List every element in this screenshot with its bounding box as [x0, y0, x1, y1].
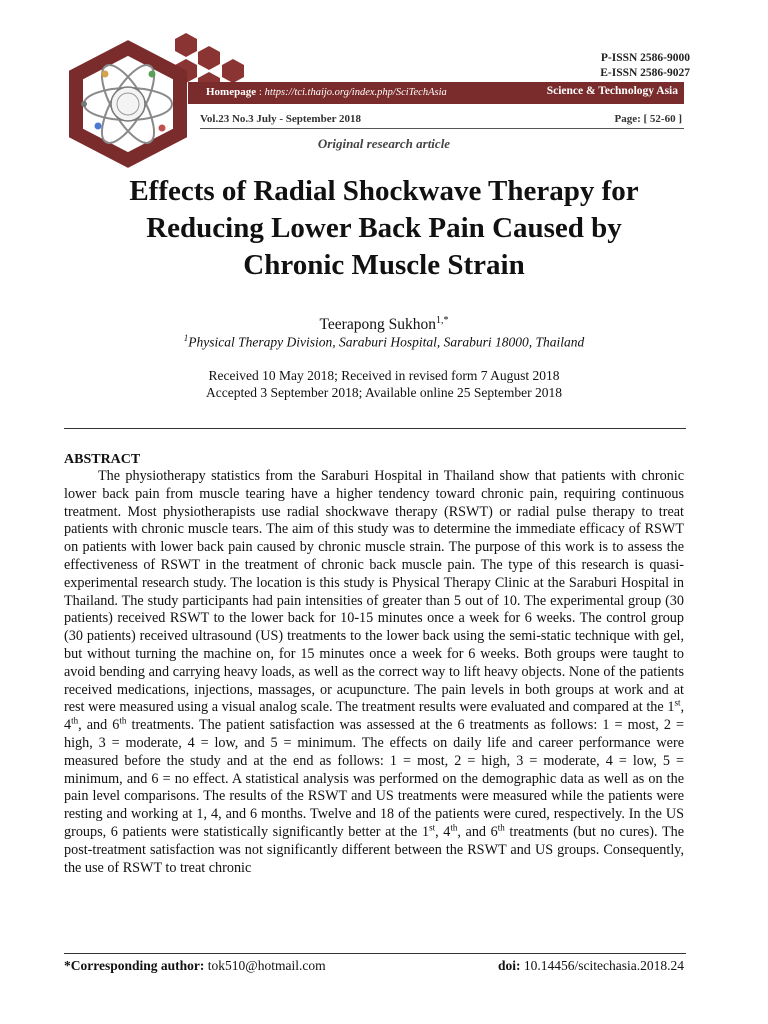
footer-divider	[64, 953, 686, 954]
e-issn: E-ISSN 2586-9027	[600, 67, 690, 79]
abstract-body	[64, 468, 684, 877]
author-marks: 1,*	[435, 315, 449, 326]
affiliation	[0, 333, 768, 351]
abstract-paragraph	[64, 468, 684, 877]
doi-value[interactable]: 10.14456/scitechasia.2018.24	[523, 958, 684, 973]
ordinal-sup: st	[674, 697, 681, 708]
doi	[498, 958, 684, 974]
homepage-label: Homepage	[206, 86, 257, 98]
title-line: Reducing Lower Back Pain Caused by	[146, 212, 622, 244]
ordinal-sup: th	[450, 822, 458, 833]
author-name: Teerapong Sukhon	[319, 316, 436, 334]
p-issn: P-ISSN 2586-9000	[600, 52, 690, 64]
abstract-text: , and 6	[457, 823, 498, 840]
doi-label: doi:	[498, 958, 521, 973]
dates-line-2: Accepted 3 September 2018; Available online 25 September 2018	[206, 385, 562, 400]
abstract-text: treatments (but no cures). The post-treatment satisfaction was not significantly different between the RSWT and US groups. Consequently, the use of RSWT to treat chronic	[64, 823, 684, 876]
corresponding-author	[64, 958, 326, 974]
article-type: Original research article	[317, 136, 451, 151]
section-divider	[64, 428, 686, 429]
ordinal-sup: st	[429, 822, 436, 833]
ordinal-sup: th	[497, 822, 505, 833]
volume-info: Vol.23 No.3 July - September 2018	[200, 113, 362, 125]
abstract-text: , and 6	[78, 717, 120, 734]
issn-block	[600, 51, 690, 81]
paper-title	[60, 173, 708, 284]
article-dates	[0, 367, 768, 401]
corr-label: *Corresponding author:	[64, 958, 205, 973]
header-bar	[188, 82, 684, 104]
corr-email[interactable]: tok510@hotmail.com	[207, 958, 326, 973]
abstract-text: , 4	[435, 823, 451, 840]
author	[0, 315, 768, 334]
abstract-text: The physiotherapy statistics from the Saraburi Hospital in Thailand show that patients with chronic lower back pain from muscle tearing have a higher tendency toward chronic pain, requiring continuous treatment. Most physiotherapists use radial shockwave therapy (RSWT) or radial pulse therapy to treat patients with chronic muscle tears. The aim of this study was to determine the immediate efficacy of RSWT on patients with lower back pain caused by chronic muscle strain. The purpose of this work is to assess the effectiveness of RSWT in the treatment of chronic back muscle pain. The type of this research is quasi-experimental research study. The location is this study is Physical Therapy Clinic at the Saraburi Hospital in Thailand. The study participants had pain intensities of greater than 5 out of 10. The experimental group (30 patients) received RSWT to the lower back for 10-15 minutes once a week for 6 weeks. The control group (30 patients) received ultrasound (US) treatments to the lower back using the semi-static technique with gel, but without turning the machine on, for 15 minutes once a week for 6 weeks. Both groups were taught to avoid bending and carrying heavy loads, as well as the correct way to lift heavy objects. None of the patients received medications, injections, massages, or acupuncture. The pain levels in both groups at work and at rest were measured using a visual analog scale. The treatment results were evaluated and compared at the 1	[64, 468, 684, 716]
abstract-heading: ABSTRACT	[64, 452, 141, 467]
homepage: Homepage : https://tci.thaijo.org/index.php/SciTechAsia	[206, 86, 447, 98]
abstract-text: treatments. The patient satisfaction was assessed at the 6 treatments as follows: 1 = most, 2 = high, 3 = moderate, 4 = low, and 5 = minimum. The effects on daily life and career performance were measured before the study and at the end as follows: 1 = most, 2 = high, 3 = moderate, 4 = low, 5 = minimum, and 6 = no effect. A statistical analysis was performed on the demographic data as well as on the pain level comparisons. The results of the RSWT and US treatments were measured while the patients were resting and working at 1, 4, and 6 months. Twelve and 18 of the patients were cured, respectively. In the US groups, 6 patients were statistically significantly better at the 1	[64, 717, 684, 840]
homepage-link[interactable]: https://tci.thaijo.org/index.php/SciTechAsia	[264, 87, 447, 98]
abstract-text: , 4	[64, 699, 684, 734]
dates-line-1: Received 10 May 2018; Received in revised form 7 August 2018	[208, 368, 560, 383]
ordinal-sup: th	[71, 715, 79, 726]
title-line: Effects of Radial Shockwave Therapy for	[129, 175, 639, 207]
affiliation-mark: 1	[183, 333, 189, 343]
title-line: Chronic Muscle Strain	[243, 249, 525, 281]
page-range: Page: [ 52-60 ]	[614, 113, 682, 125]
ordinal-sup: th	[119, 715, 127, 726]
header-divider	[200, 128, 684, 129]
journal-name: Science & Technology Asia	[546, 85, 678, 97]
affiliation-text: Physical Therapy Division, Saraburi Hospital, Saraburi 18000, Thailand	[188, 334, 585, 350]
